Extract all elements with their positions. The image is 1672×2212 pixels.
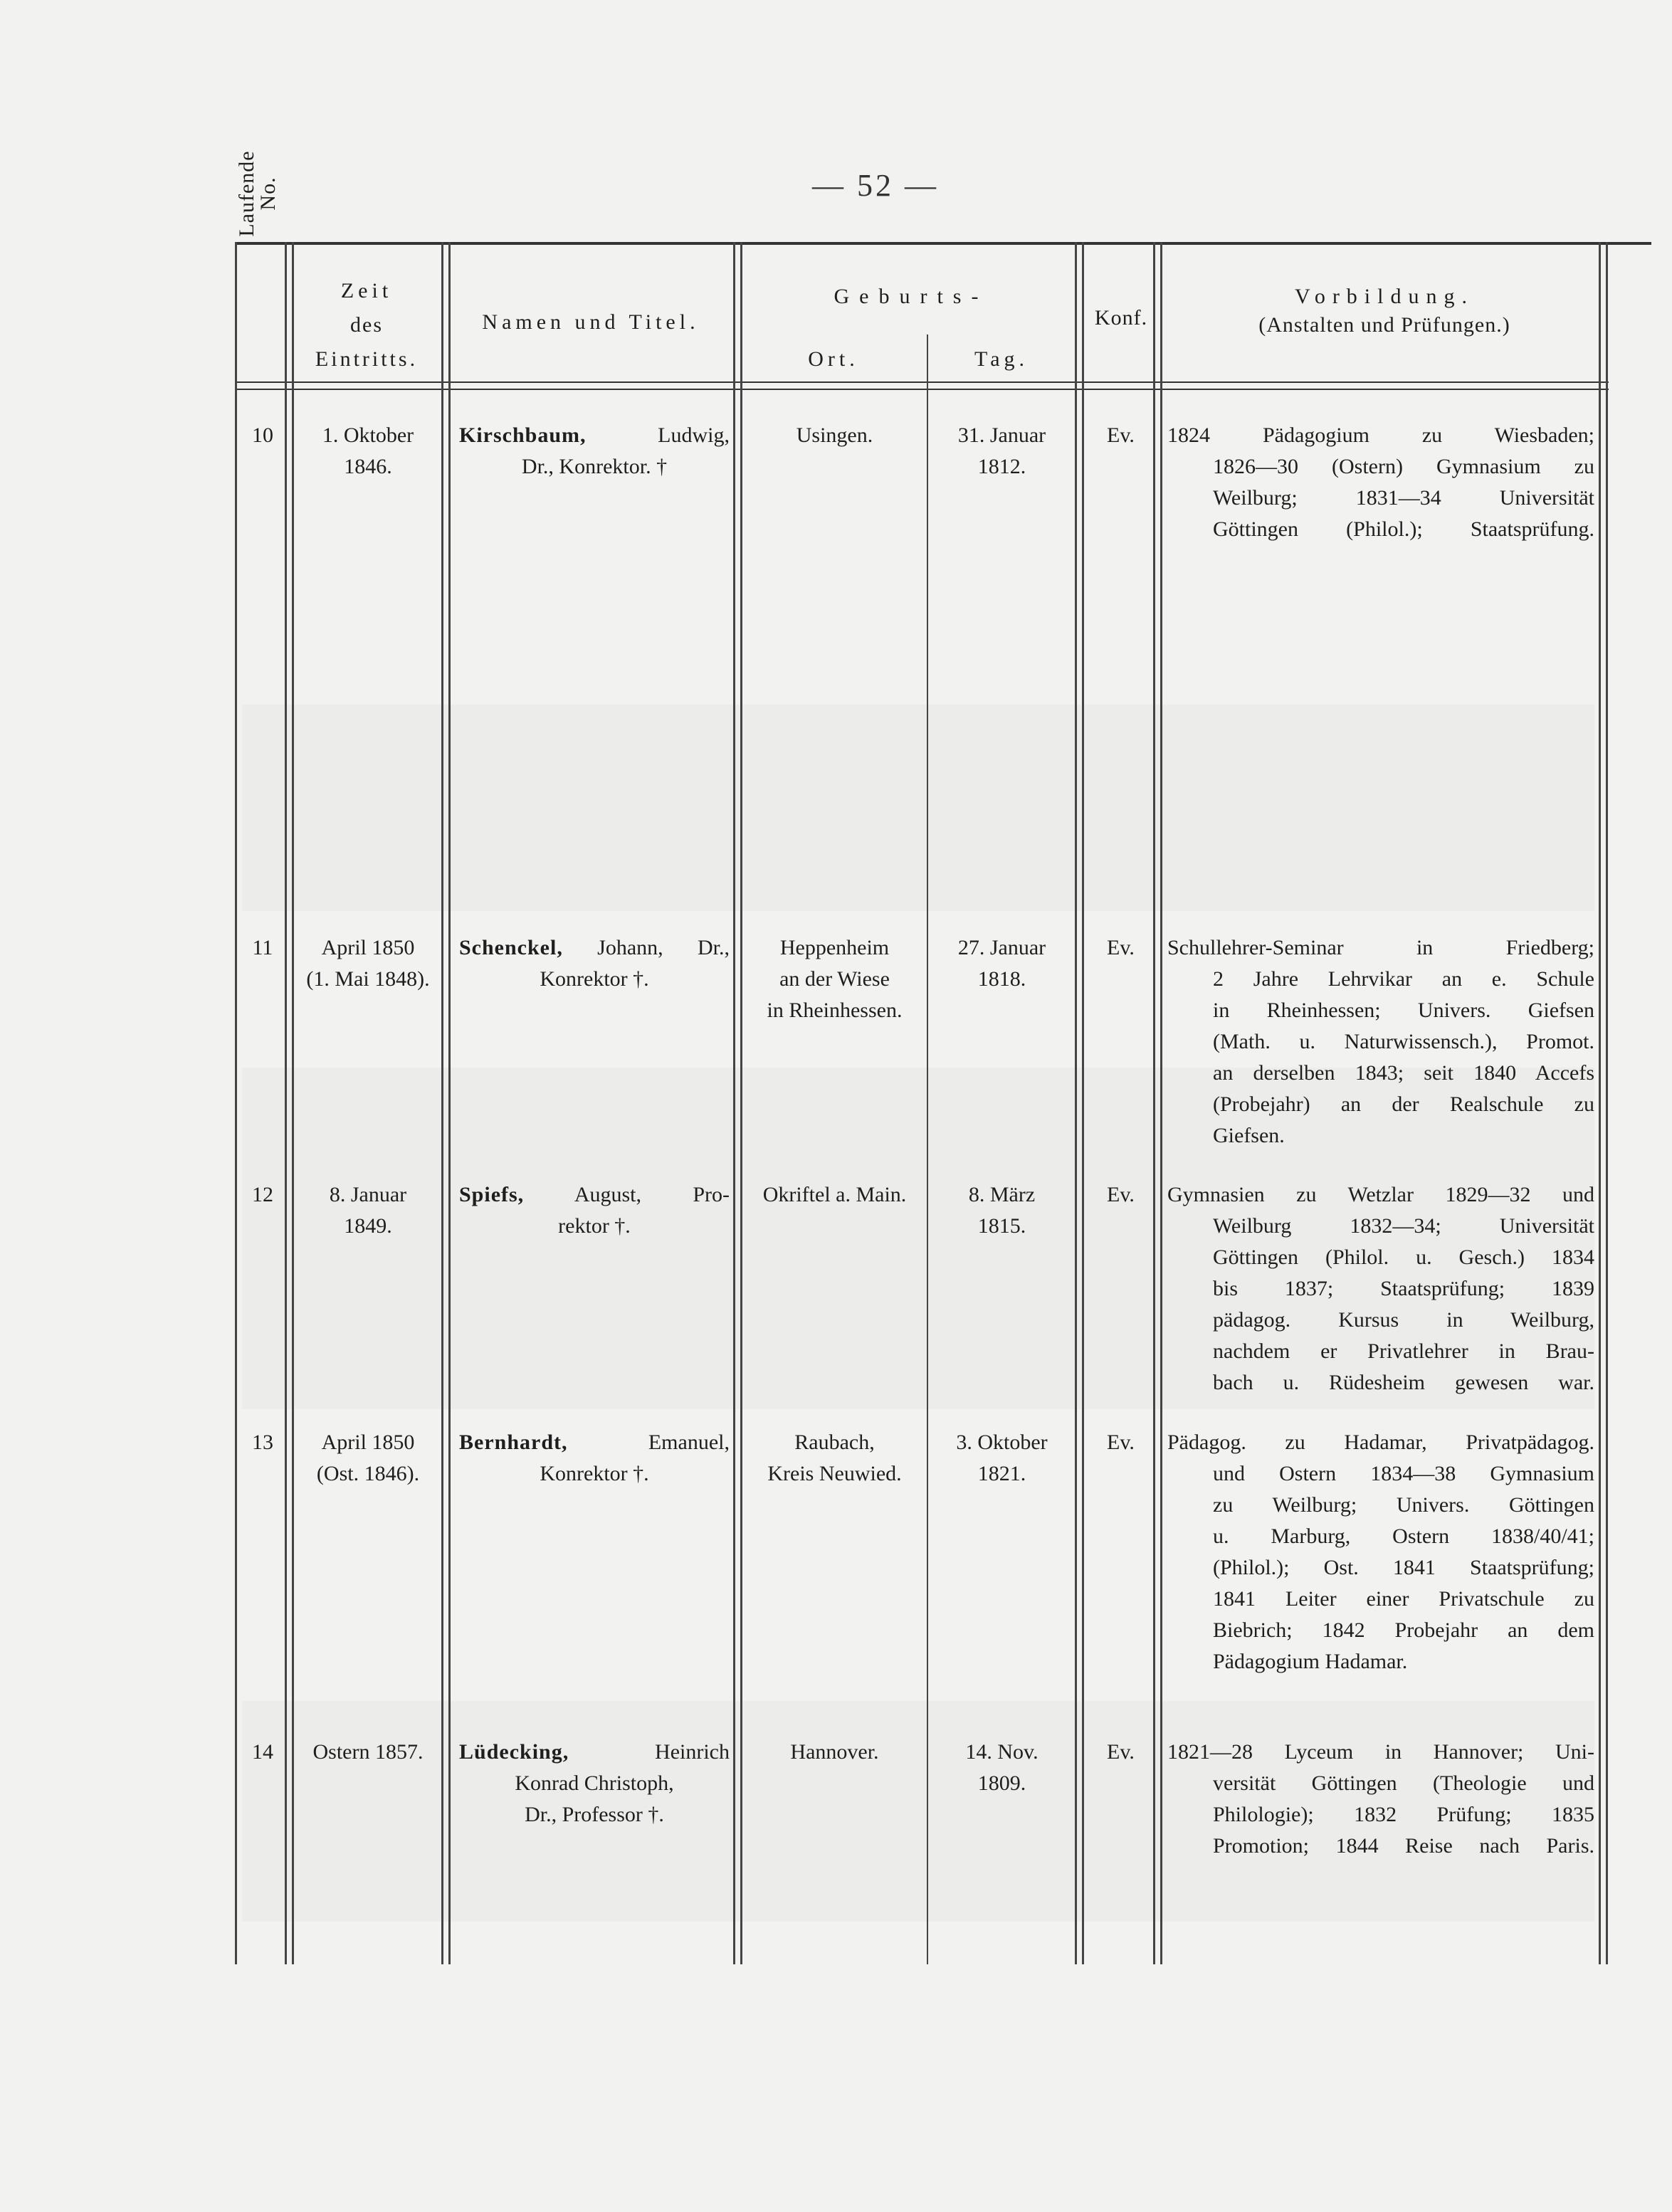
row-no: 10 [252,423,273,447]
col-rule [740,242,742,1964]
row-ort: Okriftel a. Main. [762,1183,907,1206]
header-konf: Konf. [1094,306,1148,330]
name-bold: Spiefs, [459,1183,525,1206]
row-konf: Ev. [1107,1183,1135,1206]
row-ort: Heppenheim an der Wiese in Rheinhessen. [767,936,903,1022]
header-geburts: Geburts- [834,285,989,308]
row-no: 12 [252,1183,273,1206]
col-rule [927,335,928,1964]
row-name: Kirschbaum, Ludwig, Dr., Konrektor. † [459,423,730,478]
row-name: Lüdecking, Heinrich Konrad Christoph, Dr., Professor †. [459,1740,730,1826]
col-rule [292,242,294,1964]
header-vorbildung: Vorbildung. (Anstalten und Prüfungen.) [1258,285,1510,337]
row-ort: Raubach, Kreis Neuwied. [767,1431,902,1485]
row-zeit: Ostern 1857. [312,1740,424,1764]
col-rule [1160,242,1162,1964]
row-ort: Usingen. [796,423,873,447]
header-ort: Ort. [808,347,859,371]
row-zeit: April 1850 (1. Mai 1848). [306,936,430,991]
name-bold: Kirschbaum, [459,423,587,447]
row-tag: 8. März 1815. [968,1183,1036,1238]
col-rule [1153,242,1155,1964]
row-zeit: 1. Oktober 1846. [322,423,414,478]
row-tag: 3. Oktober 1821. [956,1431,1048,1485]
header-laufende-no: Laufende No. [235,150,280,237]
header-zeit: Zeit des Eintritts. [315,279,419,371]
row-tag: 31. Januar 1812. [957,423,1046,478]
col-rule [1599,242,1601,1964]
col-rule [441,242,443,1964]
name-bold: Schenckel, [459,936,563,959]
row-no: 13 [252,1431,273,1454]
col-rule [235,242,237,1964]
col-rule [285,242,287,1964]
col-rule [733,242,735,1964]
name-bold: Bernhardt, [459,1431,568,1454]
header-tag: Tag. [974,347,1029,371]
table-top-rule [235,242,1651,245]
header-namen: Namen und Titel. [482,310,700,334]
row-tag: 27. Januar 1818. [957,936,1046,991]
row-name: Bernhardt, Emanuel, Konrektor †. [459,1431,730,1485]
row-vorbildung: Gymnasien zu Wetzlar 1829—32 und Weilburg 1832—34; Universität Göttingen (Philol. u. Gesch.) 1834 bis 1837; Staatsprüfung; 1839 pädagog. Kursus in Weilburg, nachdem er Privatlehrer in Brau- bach u. Rüdesheim gewesen war. [1167,1183,1594,1394]
col-rule [1075,242,1077,1964]
row-konf: Ev. [1107,1431,1135,1454]
row-vorbildung: 1821—28 Lyceum in Hannover; Uni- versität Göttingen (Theologie und Philologie); 1832 Prüfung; 1835 Promotion; 1844 Reise nach Paris. [1167,1740,1594,1858]
row-vorbildung: Pädagog. zu Hadamar, Privatpädagog. und Ostern 1834—38 Gymnasium zu Weilburg; Univers. Göttingen u. Marburg, Ostern 1838/40/41; (Philol.); Ost. 1841 Staatsprüfung; 1841 Leiter einer Privatschule zu Biebrich; 1842 Probejahr an dem Pädagogium Hadamar. [1167,1431,1594,1673]
row-konf: Ev. [1107,1740,1135,1764]
row-name: Spiefs, August, Pro- rektor †. [459,1183,730,1238]
row-konf: Ev. [1107,423,1135,447]
col-rule [1606,242,1608,1964]
row-no: 11 [252,936,273,959]
bleed-through [242,705,1594,911]
col-rule [1082,242,1084,1964]
row-konf: Ev. [1107,936,1135,959]
col-rule [448,242,451,1964]
name-bold: Lüdecking, [459,1740,569,1764]
row-ort: Hannover. [790,1740,879,1764]
row-tag: 14. Nov. 1809. [965,1740,1039,1795]
row-vorbildung: Schullehrer-Seminar in Friedberg; 2 Jahre Lehrvikar an e. Schule in Rheinhessen; Univers. Giefsen (Math. u. Naturwissensch.), Promot. an derselben 1843; seit 1840 Accefs (Probejahr) an der Realschule zu Giefsen. [1167,936,1594,1147]
row-name: Schenckel, Johann, Dr., Konrektor †. [459,936,730,991]
page-number: — 52 — [812,168,939,203]
row-zeit: 8. Januar 1849. [329,1183,407,1238]
row-vorbildung: 1824 Pädagogium zu Wiesbaden; 1826—30 (Ostern) Gymnasium zu Weilburg; 1831—34 Universität Göttingen (Philol.); Staatsprüfung. [1167,423,1594,541]
row-zeit: April 1850 (Ost. 1846). [316,1431,420,1485]
row-no: 14 [252,1740,273,1764]
